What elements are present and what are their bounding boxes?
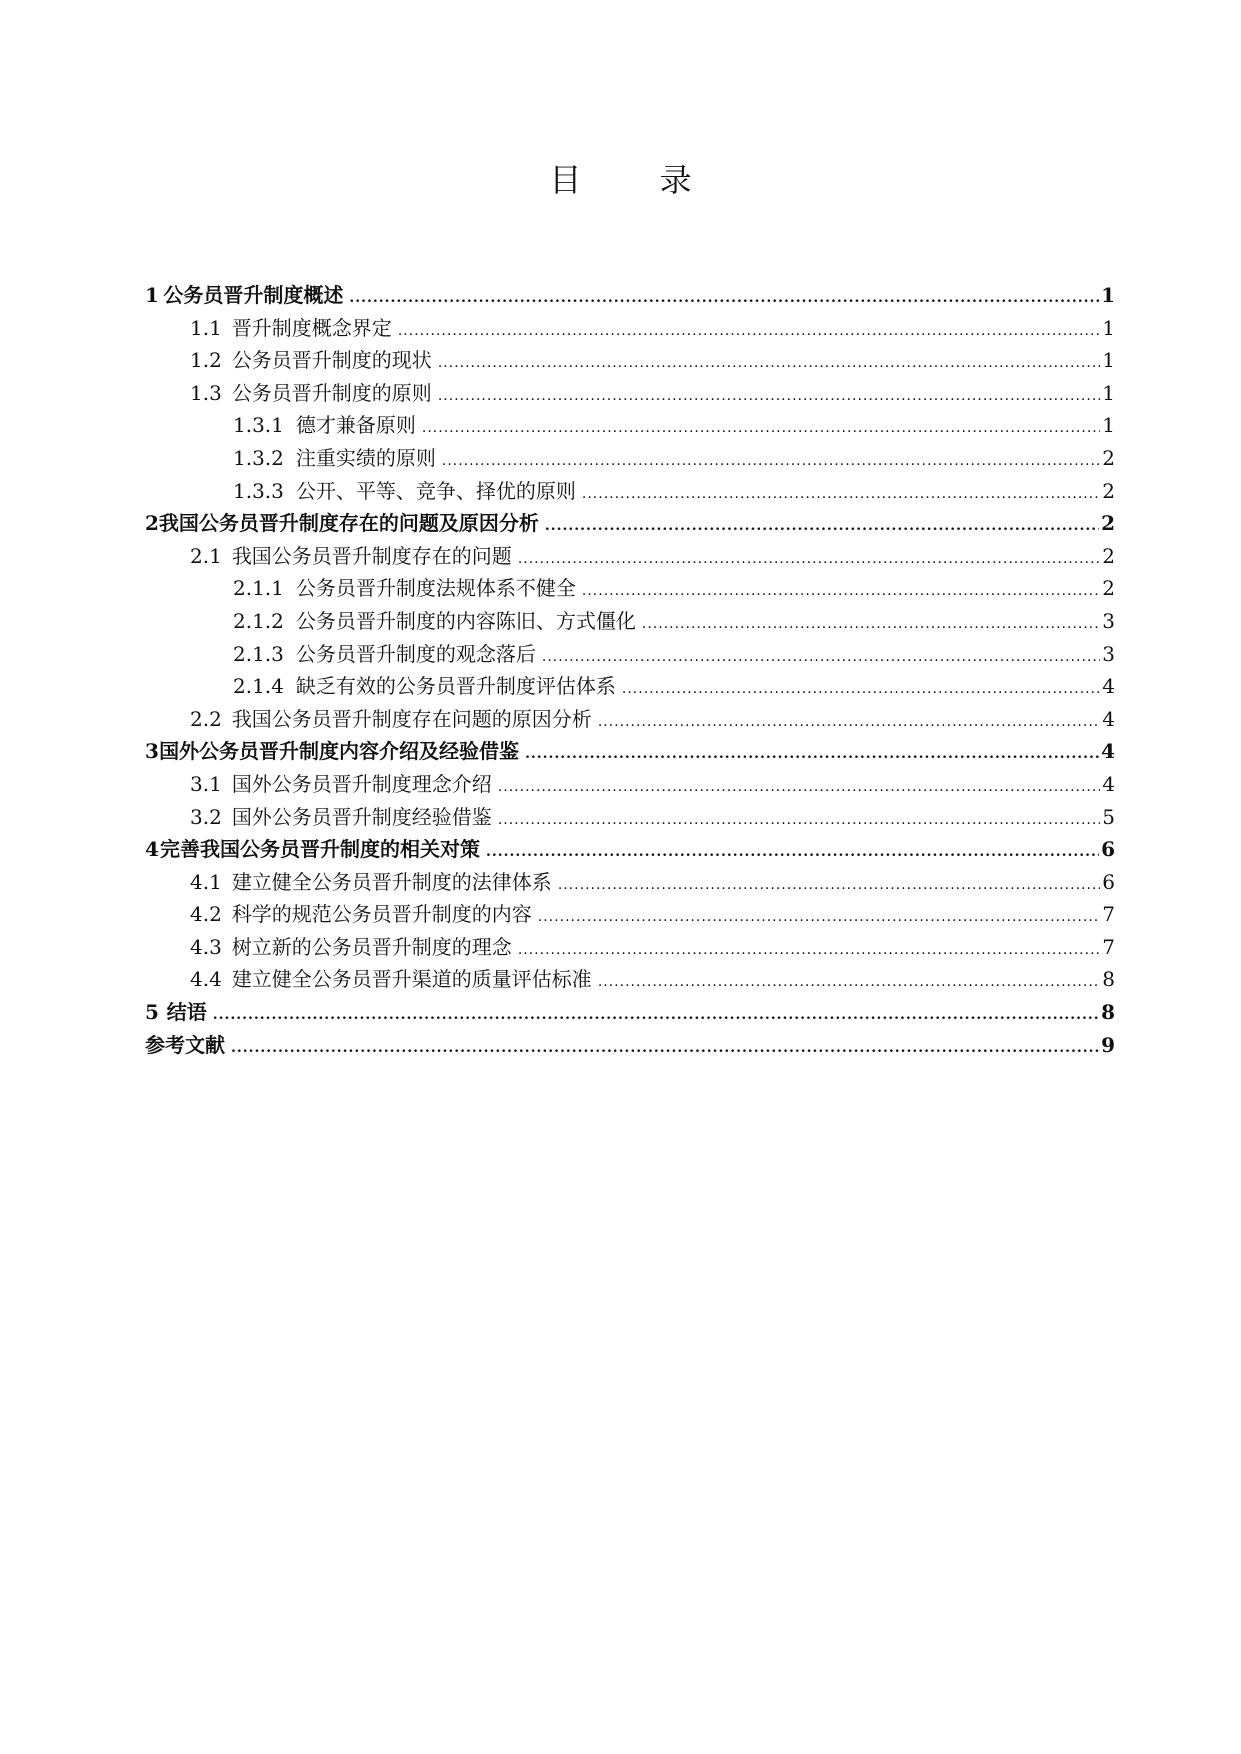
toc-entry-page-number: 4 [1102, 674, 1115, 699]
toc-entry-page-number: 7 [1102, 934, 1115, 959]
toc-entry-title: 公务员晋升制度法规体系不健全 [295, 576, 576, 601]
toc-entry-number: 1.3.3 [233, 478, 284, 503]
toc-entry-title: 国外公务员晋升制度内容介绍及经验借鉴 [159, 739, 520, 764]
toc-entry-page-number: 2 [1101, 511, 1115, 536]
toc-entry-number: 1.1 [190, 315, 222, 340]
toc-entry-title: 公务员晋升制度的内容陈旧、方式僵化 [295, 608, 636, 633]
toc-entry-page-number: 2 [1102, 543, 1115, 568]
toc-entry[interactable] [145, 475, 1115, 508]
toc-entry-number: 2.1 [190, 543, 222, 568]
toc-entry-page-number: 4 [1102, 771, 1115, 796]
toc-entry-page-number: 9 [1101, 1032, 1115, 1057]
toc-entry-title: 缺乏有效的公务员晋升制度评估体系 [295, 674, 616, 699]
toc-dot-leader [598, 706, 1100, 739]
toc-entry-number: 2.1.2 [233, 608, 284, 633]
toc-entry-page-number: 8 [1101, 1000, 1115, 1025]
toc-entry[interactable] [145, 638, 1115, 671]
toc-entry[interactable] [145, 735, 1115, 768]
toc-dot-leader [582, 575, 1100, 608]
toc-dot-leader [231, 1032, 1099, 1065]
toc-entry-title: 公务员晋升制度的原则 [231, 380, 432, 405]
toc-entry-number: 4.2 [190, 902, 222, 927]
toc-dot-leader [598, 966, 1100, 999]
toc-entry-title: 公务员晋升制度概述 [163, 283, 344, 307]
toc-entry-page-number: 1 [1102, 315, 1115, 340]
toc-entry-number: 2.1.4 [233, 674, 284, 699]
page-title: 目 录 [549, 161, 726, 199]
toc-entry[interactable] [145, 344, 1115, 377]
toc-entry-title: 我国公务员晋升制度存在的问题及原因分析 [158, 511, 539, 536]
toc-dot-leader [642, 608, 1100, 641]
toc-entry-title: 树立新的公务员晋升制度的理念 [231, 934, 512, 959]
toc-entry-page-number: 8 [1102, 967, 1115, 992]
toc-entry-page-number: 7 [1102, 902, 1115, 927]
toc-entry[interactable] [145, 1029, 1115, 1062]
toc-entry[interactable] [145, 866, 1115, 899]
toc-entry-title: 晋升制度概念界定 [231, 315, 392, 340]
toc-entry[interactable] [145, 833, 1115, 866]
toc-entry-page-number: 1 [1102, 413, 1115, 438]
toc-dot-leader [542, 641, 1100, 674]
toc-dot-leader [438, 380, 1100, 413]
toc-entry[interactable] [145, 801, 1115, 834]
toc-dot-leader [622, 673, 1100, 706]
toc-entry[interactable] [145, 279, 1115, 312]
toc-entry[interactable] [145, 703, 1115, 736]
toc-entry-title: 完善我国公务员晋升制度的相关对策 [160, 837, 481, 862]
toc-entry-number: 4.3 [190, 934, 222, 959]
toc-entry-title: 建立健全公务员晋升渠道的质量评估标准 [231, 967, 592, 992]
toc-dot-leader [558, 869, 1100, 902]
toc-dot-leader [498, 804, 1100, 837]
toc-dot-leader [422, 412, 1100, 445]
toc-entry-number: 2.2 [190, 706, 222, 731]
toc-entry[interactable] [145, 572, 1115, 605]
toc-entry[interactable] [145, 442, 1115, 475]
toc-entry[interactable] [145, 670, 1115, 703]
toc-entry-title: 公开、平等、竞争、择优的原则 [295, 478, 576, 503]
toc-entry[interactable] [145, 409, 1115, 442]
toc-entry-page-number: 3 [1102, 641, 1115, 666]
toc-entry-title: 公务员晋升制度的观念落后 [295, 641, 536, 666]
toc-entry-page-number: 1 [1102, 380, 1115, 405]
toc-dot-leader [213, 999, 1099, 1032]
toc-entry-title: 我国公务员晋升制度存在问题的原因分析 [231, 706, 592, 731]
toc-dot-leader [438, 347, 1100, 380]
toc-entry-number: 2.1.3 [233, 641, 284, 666]
toc-entry-title: 注重实绩的原则 [295, 445, 436, 470]
toc-entry-number: 1.3.1 [233, 413, 284, 438]
toc-entry[interactable] [145, 996, 1115, 1029]
toc-dot-leader [582, 478, 1100, 511]
toc-entry-title: 国外公务员晋升制度经验借鉴 [231, 804, 492, 829]
toc-entry-number: 1.3 [190, 380, 222, 405]
toc-entry-number: 4.4 [190, 967, 222, 992]
toc-entry-title: 我国公务员晋升制度存在的问题 [231, 543, 512, 568]
toc-entry-page-number: 6 [1102, 869, 1115, 894]
toc-entry-title: 结语 [166, 1000, 207, 1025]
toc-entry-number: 1.3.2 [233, 445, 284, 470]
toc-entry-number: 2.1.1 [233, 576, 284, 601]
toc-entry-page-number: 6 [1101, 837, 1115, 862]
toc-entry-number: 4.1 [190, 869, 222, 894]
toc-entry-page-number: 2 [1102, 445, 1115, 470]
toc-entry-number: 3.1 [190, 771, 222, 796]
toc-entry-page-number: 4 [1101, 739, 1115, 764]
toc-dot-leader [442, 445, 1100, 478]
toc-entry-title: 科学的规范公务员晋升制度的内容 [231, 902, 532, 927]
toc-entry-page-number: 4 [1102, 706, 1115, 731]
toc-entry[interactable] [145, 605, 1115, 638]
toc-entry-page-number: 2 [1102, 576, 1115, 601]
toc-entry-title: 德才兼备原则 [295, 413, 416, 438]
toc-entry-page-number: 5 [1102, 804, 1115, 829]
toc-entry-title: 国外公务员晋升制度理念介绍 [231, 771, 492, 796]
toc-dot-leader [486, 836, 1099, 869]
toc-entry[interactable] [145, 312, 1115, 345]
toc-entry-number: 3 [145, 739, 159, 764]
toc-dot-leader [525, 738, 1099, 771]
toc-entry[interactable] [145, 898, 1115, 931]
toc-dot-leader [545, 510, 1099, 543]
toc-dot-leader [518, 934, 1100, 967]
toc-entry[interactable] [145, 963, 1115, 996]
toc-dot-leader [538, 901, 1100, 934]
toc-entry-number: 1 [145, 283, 159, 307]
toc-dot-leader [349, 282, 1099, 315]
toc-entry-page-number: 2 [1102, 478, 1115, 503]
toc-entry[interactable] [145, 768, 1115, 801]
toc-entry-number: 4 [145, 837, 159, 862]
toc-entry[interactable] [145, 507, 1115, 540]
toc-dot-leader [398, 315, 1100, 348]
toc-entry-page-number: 1 [1102, 348, 1115, 373]
toc-entry-page-number: 1 [1101, 283, 1115, 307]
toc-entry[interactable] [145, 377, 1115, 410]
toc-entry-number: 1.2 [190, 348, 222, 373]
toc-entry-title: 公务员晋升制度的现状 [231, 348, 432, 373]
toc-entry-page-number: 3 [1102, 608, 1115, 633]
toc-entry-number: 5 [145, 1000, 159, 1025]
toc-entry-title: 建立健全公务员晋升制度的法律体系 [231, 869, 552, 894]
toc-entry-number: 2 [145, 511, 159, 536]
toc-entry[interactable] [145, 931, 1115, 964]
table-of-contents [145, 279, 1115, 1061]
toc-entry[interactable] [145, 540, 1115, 573]
toc-entry-title: 参考文献 [145, 1032, 225, 1057]
toc-dot-leader [518, 543, 1100, 576]
toc-entry-number: 3.2 [190, 804, 222, 829]
toc-dot-leader [498, 771, 1100, 804]
